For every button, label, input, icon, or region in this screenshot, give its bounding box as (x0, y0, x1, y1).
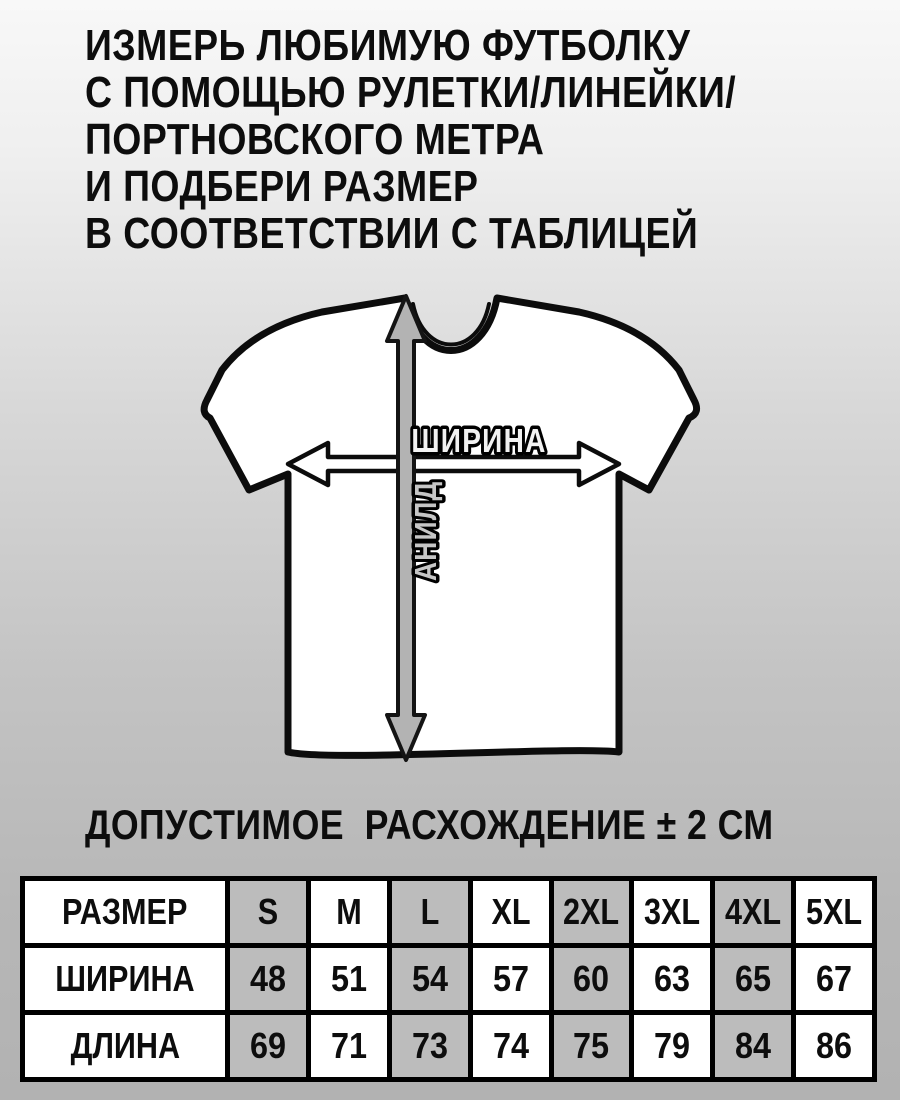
length-value-5xl: 86 (794, 1013, 875, 1080)
width-value-xl: 57 (470, 946, 551, 1013)
length-arrow-label: АНИЛД (409, 480, 444, 581)
size-col-header-l: L (389, 879, 470, 946)
size-table-corner-cell: РАЗМЕР (23, 879, 228, 946)
length-value-xl: 74 (470, 1013, 551, 1080)
size-col-header-m: M (308, 879, 389, 946)
width-value-l: 54 (389, 946, 470, 1013)
title-line-3: ПОРТНОВСКОГО МЕТРА (85, 115, 545, 164)
width-value-s: 48 (228, 946, 309, 1013)
width-value-4xl: 65 (713, 946, 794, 1013)
size-col-header-3xl: 3XL (632, 879, 713, 946)
width-row-label: ШИРИНА (23, 946, 228, 1013)
title-line-5: В СООТВЕТСТВИИ С ТАБЛИЦЕЙ (85, 209, 699, 258)
length-row-label: ДЛИНА (23, 1013, 228, 1080)
width-value-3xl: 63 (632, 946, 713, 1013)
length-value-m: 71 (308, 1013, 389, 1080)
width-arrow-label: ШИРИНА (411, 422, 547, 460)
width-value-2xl: 60 (551, 946, 632, 1013)
title-line-1: ИЗМЕРЬ ЛЮБИМУЮ ФУТБОЛКУ (85, 21, 691, 70)
length-value-2xl: 75 (551, 1013, 632, 1080)
title-line-2: С ПОМОЩЬЮ РУЛЕТКИ/ЛИНЕЙКИ/ (85, 68, 737, 117)
tshirt-outline (204, 298, 696, 755)
tolerance-note: ДОПУСТИМОЕ РАСХОЖДЕНИЕ ± 2 СМ (85, 801, 774, 848)
size-col-header-4xl: 4XL (713, 879, 794, 946)
size-col-header-xl: XL (470, 879, 551, 946)
length-value-3xl: 79 (632, 1013, 713, 1080)
title-line-4: И ПОДБЕРИ РАЗМЕР (85, 162, 479, 211)
size-table-header-row (23, 879, 875, 946)
length-value-s: 69 (228, 1013, 309, 1080)
length-value-4xl: 84 (713, 1013, 794, 1080)
size-table (20, 876, 877, 1082)
size-col-header-2xl: 2XL (551, 879, 632, 946)
size-col-header-s: S (228, 879, 309, 946)
width-value-5xl: 67 (794, 946, 875, 1013)
size-col-header-5xl: 5XL (794, 879, 875, 946)
length-row (23, 1013, 875, 1080)
length-value-l: 73 (389, 1013, 470, 1080)
width-value-m: 51 (308, 946, 389, 1013)
width-row (23, 946, 875, 1013)
